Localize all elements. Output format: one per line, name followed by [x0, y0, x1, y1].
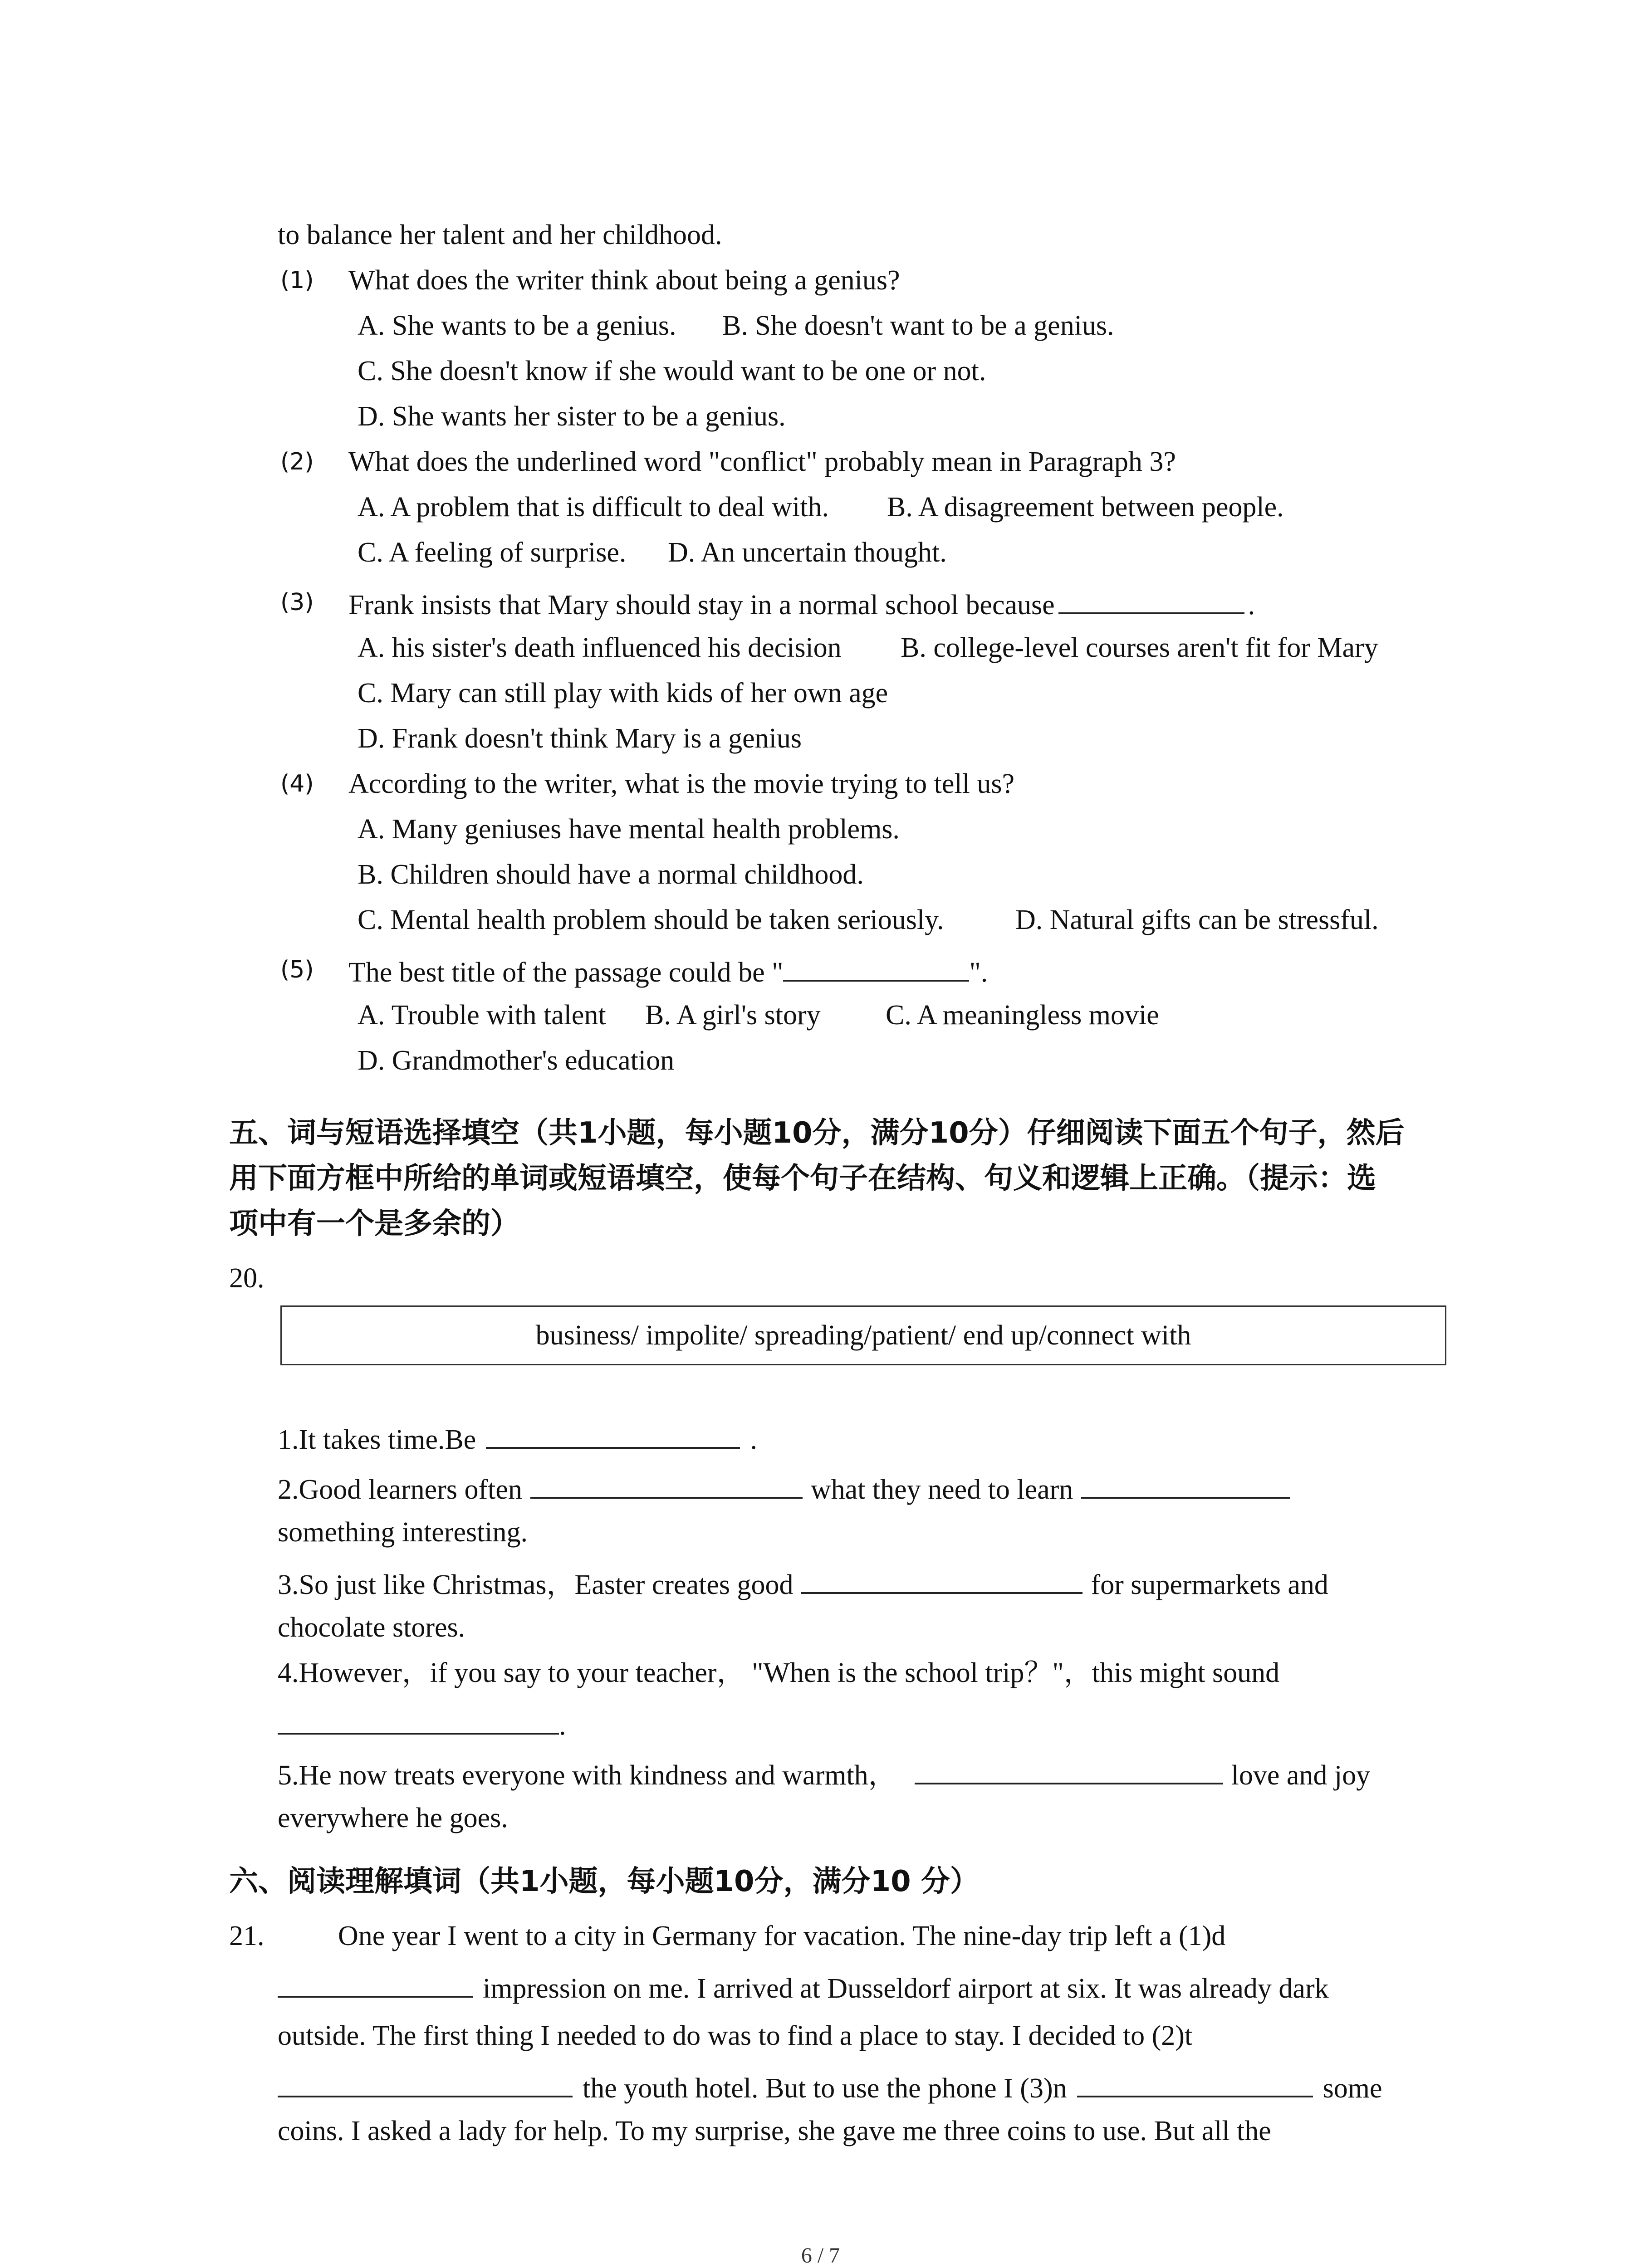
- answer-blank[interactable]: [530, 1469, 803, 1499]
- passage-line: [278, 2068, 1382, 2107]
- option-d: D. Grandmother's education: [358, 1045, 675, 1076]
- section-heading-line: 用下面方框中所给的单词或短语填空，使每个句子在结构、句义和逻辑上正确。（提示：选: [229, 1162, 1376, 1195]
- sentence-text: what they need to learn: [810, 1474, 1073, 1505]
- sentence-2: [278, 1469, 1293, 1508]
- sentence-text: 5.He now treats everyone with kindness and warmth，: [278, 1760, 896, 1791]
- option-a: A. Trouble with talent: [358, 1000, 606, 1031]
- question-number: (3): [280, 589, 314, 616]
- passage-line: [278, 1968, 1329, 2007]
- sentence-2-cont: something interesting.: [278, 1517, 528, 1548]
- question-stem-row: [348, 952, 988, 991]
- answer-blank[interactable]: [1058, 584, 1244, 614]
- answer-blank[interactable]: [1081, 1469, 1290, 1499]
- passage-text: impression on me. I arrived at Dusseldorf airport at six. It was already dark: [483, 1973, 1329, 2004]
- option-b: B. She doesn't want to be a genius.: [722, 310, 1114, 341]
- passage-text: some: [1323, 2073, 1382, 2104]
- intro-line: to balance her talent and her childhood.: [278, 220, 722, 250]
- option-d: D. Natural gifts can be stressful.: [1015, 904, 1379, 935]
- answer-blank[interactable]: [1077, 2068, 1313, 2097]
- answer-blank[interactable]: [278, 2068, 573, 2097]
- option-c: C. She doesn't know if she would want to be one or not.: [358, 356, 986, 386]
- option-b: B. A girl's story: [645, 1000, 821, 1031]
- answer-blank[interactable]: [915, 1755, 1223, 1784]
- passage-line: outside. The first thing I needed to do was to find a place to stay. I decided to (2)t: [278, 2020, 1193, 2051]
- sentence-text: 1.It takes time.Be: [278, 1424, 476, 1455]
- question-stem: What does the writer think about being a genius?: [348, 265, 900, 296]
- answer-blank[interactable]: [783, 952, 969, 982]
- sentence-text: 3.So just like Christmas，Easter creates good: [278, 1569, 794, 1600]
- sentence-text: 2.Good learners often: [278, 1474, 522, 1505]
- option-c: C. Mental health problem should be taken seriously.: [358, 904, 944, 935]
- passage-text: the youth hotel. But to use the phone I (3)n: [583, 2073, 1067, 2104]
- sentence-text: love and joy: [1231, 1760, 1371, 1791]
- option-b: B. A disagreement between people.: [887, 492, 1284, 523]
- sentence-text: .: [750, 1424, 757, 1455]
- answer-blank[interactable]: [486, 1419, 740, 1449]
- word-box-text: business/ impolite/ spreading/patient/ end up/connect with: [535, 1320, 1191, 1351]
- sentence-5-cont: everywhere he goes.: [278, 1803, 508, 1833]
- page-number: 6 / 7: [801, 2244, 840, 2268]
- sentence-4: 4.However，if you say to your teacher， "When is the school trip？"，this might sound: [278, 1657, 1280, 1688]
- option-a: A. his sister's death influenced his decision: [358, 632, 842, 663]
- question-stem: According to the writer, what is the movie trying to tell us?: [348, 768, 1014, 799]
- option-a: A. A problem that is difficult to deal with.: [358, 492, 829, 523]
- sentence-1: [278, 1419, 757, 1458]
- sentence-text: for supermarkets and: [1091, 1569, 1328, 1600]
- question-number: (4): [280, 770, 314, 797]
- question-stem-row: [348, 584, 1255, 623]
- answer-blank[interactable]: [801, 1564, 1083, 1594]
- question-number: 21.: [229, 1921, 265, 1951]
- question-number: (1): [280, 267, 314, 294]
- question-number: (2): [280, 448, 314, 475]
- passage-line: One year I went to a city in Germany for vacation. The nine-day trip left a (1)d: [338, 1921, 1226, 1951]
- option-d: D. An uncertain thought.: [668, 537, 947, 568]
- section-heading-line: 五、词与短语选择填空（共1小题，每小题10分，满分10分）仔细阅读下面五个句子，然后: [229, 1116, 1405, 1150]
- section-heading: 六、阅读理解填词（共1小题，每小题10分，满分10 分）: [229, 1865, 979, 1898]
- option-d: D. She wants her sister to be a genius.: [358, 401, 786, 432]
- passage-line: coins. I asked a lady for help. To my surprise, she gave me three coins to use. But all the: [278, 2116, 1271, 2146]
- question-stem-end: ".: [969, 957, 988, 988]
- answer-blank[interactable]: [278, 1705, 559, 1735]
- question-number: 20.: [229, 1263, 265, 1294]
- question-stem: The best title of the passage could be ": [348, 957, 784, 988]
- sentence-3-cont: chocolate stores.: [278, 1612, 465, 1643]
- option-c: C. A meaningless movie: [886, 1000, 1159, 1031]
- question-number: (5): [280, 956, 314, 983]
- sentence-text: .: [559, 1710, 566, 1741]
- question-stem: Frank insists that Mary should stay in a normal school because: [348, 590, 1055, 621]
- question-stem: What does the underlined word "conflict" probably mean in Paragraph 3?: [348, 446, 1176, 477]
- option-a: A. She wants to be a genius.: [358, 310, 676, 341]
- question-stem-end: .: [1248, 590, 1255, 621]
- section-heading-line: 项中有一个是多余的）: [229, 1207, 519, 1241]
- answer-blank[interactable]: [278, 1968, 473, 1998]
- word-box: [280, 1305, 1446, 1365]
- sentence-4-cont: [278, 1705, 566, 1744]
- option-b: B. college-level courses aren't fit for Mary: [901, 632, 1378, 663]
- option-c: C. Mary can still play with kids of her own age: [358, 678, 888, 709]
- option-c: C. A feeling of surprise.: [358, 537, 627, 568]
- sentence-3: [278, 1564, 1328, 1603]
- sentence-5: [278, 1755, 1370, 1794]
- option-b: B. Children should have a normal childhood.: [358, 859, 864, 890]
- option-d: D. Frank doesn't think Mary is a genius: [358, 723, 802, 754]
- option-a: A. Many geniuses have mental health problems.: [358, 814, 900, 845]
